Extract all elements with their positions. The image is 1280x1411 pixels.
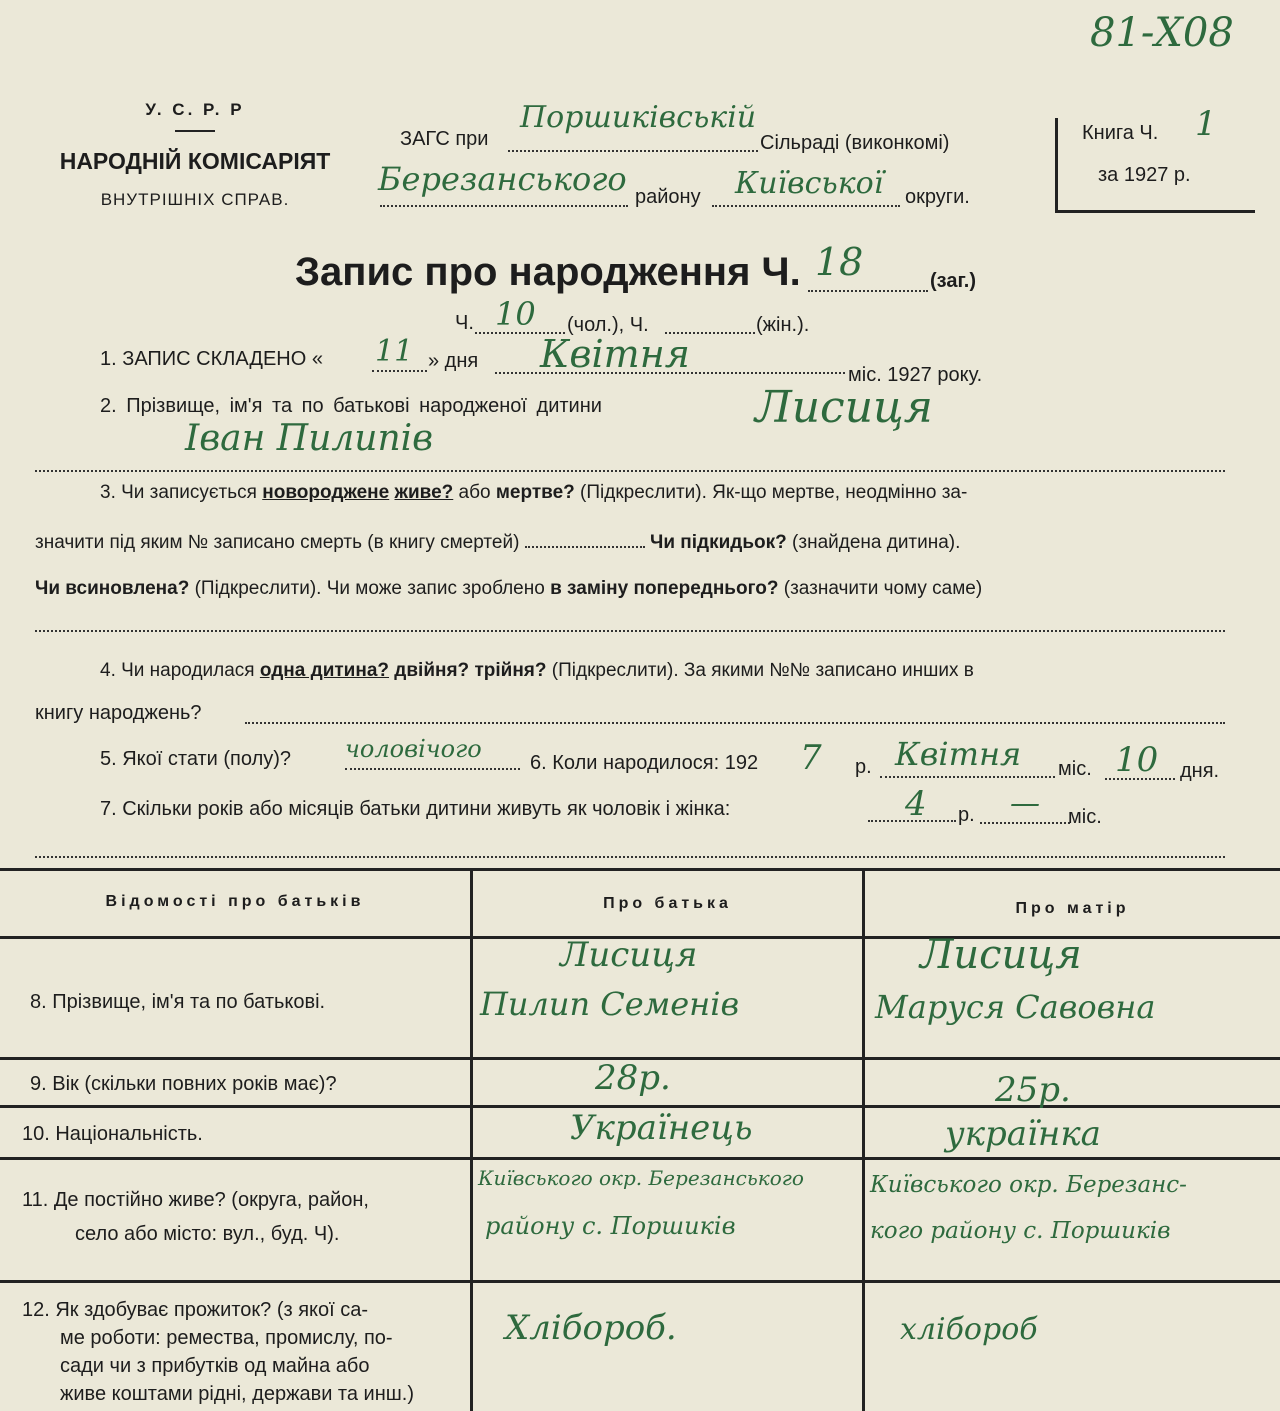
row12-label-3: сади чи з прибутків од майна або: [60, 1355, 370, 1377]
q6-dnia: дня.: [1180, 760, 1220, 782]
q3-p3: (Підкреслити). Як-що мертве, неодмінно за-: [580, 482, 968, 503]
q3-line1: [100, 482, 967, 504]
table-header-parents: Відомості про батьків: [105, 893, 365, 910]
q3-line2b: (знайдена дитина).: [792, 532, 961, 553]
table-top-border: [0, 868, 1280, 871]
registry-district: Березанського: [378, 160, 627, 198]
male-count: 10: [495, 295, 536, 333]
registry-okrug: Київської: [735, 166, 884, 201]
q3-line3a: (Підкреслити). Чи може запис зроблено: [194, 578, 545, 599]
q4-line1: [100, 660, 974, 682]
table-header-mother: Про матір: [1015, 900, 1130, 917]
q3-newborn: новороджене: [262, 482, 390, 503]
q1-mid: » дня: [428, 350, 479, 372]
ministry-line2: ВНУТРІШНІХ СПРАВ.: [100, 190, 290, 209]
record-number-line: [808, 290, 928, 292]
q3-replace: в заміну попереднього?: [550, 578, 779, 599]
q2-surname: Лисиця: [755, 382, 933, 433]
registry-district-label: району: [635, 186, 701, 208]
q7-months-line: [980, 822, 1070, 824]
book-box-border: [1055, 118, 1058, 213]
q3-p2: або: [458, 482, 491, 503]
row11-father-address-2: району с. Поршиків: [485, 1212, 736, 1240]
title-sub-prefix: Ч.: [455, 312, 474, 334]
registry-council: Сільраді (виконкомі): [760, 132, 950, 154]
table-row11-border: [0, 1280, 1280, 1283]
book-label: Книга Ч.: [1082, 122, 1159, 144]
q6-r: р.: [855, 756, 872, 778]
registry-prefix: ЗАГС при: [400, 128, 489, 150]
row9-label: 9. Вік (скільки повних років має)?: [30, 1073, 337, 1095]
q3-line2a: значити під яким № записано смерть (в книгу смертей): [35, 532, 520, 553]
record-title: Запис про народження Ч.: [295, 250, 801, 294]
book-number: 1: [1195, 104, 1217, 144]
q6-year: 7: [800, 738, 822, 778]
registry-okrug-line: [712, 205, 900, 207]
q3-line: [35, 630, 1225, 632]
q3-foundling: Чи підкидьок?: [649, 532, 787, 553]
row10-father-nationality: Українець: [570, 1108, 753, 1148]
q1-label: 1. ЗАПИС СКЛАДЕНО «: [100, 348, 323, 370]
row11-father-address-1: Київського окр. Березанського: [478, 1166, 804, 1190]
archive-number: 81-Х08: [1090, 10, 1234, 56]
q2-line: [35, 470, 1225, 472]
q4-line2: книгу народжень?: [35, 702, 202, 724]
table-col-divider-1: [470, 868, 473, 1411]
row12-label-1: 12. Як здобуває прожиток? (з якої са-: [22, 1299, 369, 1321]
q3-line2: [35, 532, 960, 554]
q4-p2: (Підкреслити). За якими №№ записано инших в: [551, 660, 974, 681]
q1-end: міс. 1927 року.: [848, 364, 983, 386]
table-header-father: Про батька: [603, 895, 732, 912]
row11-label-2: село або місто: вул., буд. Ч).: [75, 1223, 340, 1245]
q1-day-line: [372, 370, 427, 372]
row8-mother-name: Маруся Савовна: [875, 988, 1156, 1026]
q4-twins: двійня?: [394, 660, 470, 681]
q5-line: [345, 768, 520, 770]
record-number: 18: [815, 240, 864, 284]
q7-r: р.: [958, 804, 975, 826]
q3-p1: 3. Чи записується: [100, 482, 257, 503]
row8-father-surname: Лисиця: [560, 935, 698, 975]
q7-years: 4: [905, 784, 927, 824]
q4-triplets: трійня?: [474, 660, 547, 681]
q7-label: 7. Скільки років або місяців батьки дитини живуть як чоловік і жінка:: [100, 798, 731, 820]
q6-day: 10: [1115, 740, 1159, 780]
row12-mother-occupation: хлібороб: [900, 1312, 1038, 1347]
q4-line: [245, 722, 1225, 724]
row11-mother-address-2: кого району с. Поршиків: [870, 1218, 1171, 1244]
row11-mother-address-1: Київського окр. Березанс-: [870, 1172, 1187, 1198]
row10-mother-nationality: українка: [945, 1114, 1101, 1154]
q1-day: 11: [375, 334, 414, 369]
registry-okrug-label: округи.: [905, 186, 970, 208]
q7-months: —: [1010, 786, 1040, 821]
row9-mother-age: 25р.: [995, 1070, 1071, 1110]
country-label: У. С. Р. Р: [145, 100, 245, 119]
header-divider: [175, 130, 215, 132]
male-label: (чол.), Ч.: [567, 314, 649, 336]
table-row10-border: [0, 1157, 1280, 1160]
row12-father-occupation: Хлібороб.: [505, 1308, 677, 1348]
q7-line: [35, 856, 1225, 858]
q1-month: Квітня: [540, 332, 690, 376]
row12-label-2: ме роботи: ремества, промислу, по-: [60, 1327, 393, 1349]
ministry-line1: НАРОДНІЙ КОМІСАРІЯТ: [59, 148, 331, 174]
q3-alive: живе?: [394, 482, 454, 503]
row9-father-age: 28р.: [595, 1058, 671, 1098]
q4-p1: 4. Чи народилася: [100, 660, 255, 681]
q3-adopted: Чи всиновлена?: [35, 578, 190, 599]
record-suffix: (заг.): [930, 270, 977, 292]
q6-month-line: [880, 776, 1055, 778]
q5-label: 5. Якої стати (полу)?: [100, 748, 292, 770]
table-col-divider-2: [862, 868, 865, 1411]
registry-village: Поршиківській: [520, 100, 757, 135]
q2-name: Іван Пилипів: [185, 418, 434, 459]
q2-label: 2. Прізвище, ім'я та по батькові народженої дитини: [100, 395, 602, 417]
book-year: за 1927 р.: [1098, 164, 1191, 186]
q4-one: одна дитина?: [259, 660, 390, 681]
row10-label: 10. Національність.: [22, 1123, 203, 1145]
row12-label-4: живе коштами рідні, держави та инш.): [60, 1383, 415, 1405]
female-label: (жін.).: [756, 314, 810, 336]
row8-mother-surname: Лисиця: [920, 932, 1082, 978]
registry-village-line: [508, 150, 758, 152]
q5-sex: чоловічого: [345, 735, 482, 763]
q3-line3: [35, 578, 982, 600]
q3-dead: мертве?: [495, 482, 575, 503]
q6-month: Квітня: [895, 735, 1022, 773]
registry-district-line: [380, 205, 628, 207]
row8-father-name: Пилип Семенів: [480, 985, 740, 1023]
q7-mis: міс.: [1068, 806, 1102, 828]
row11-label-1: 11. Де постійно живе? (округа, район,: [22, 1189, 369, 1211]
row8-label: 8. Прізвище, ім'я та по батькові.: [30, 991, 326, 1013]
q6-mis: міс.: [1058, 758, 1092, 780]
book-box-bottom: [1055, 210, 1255, 213]
q3-death-line: [525, 546, 645, 548]
q3-line3b: (зазначити чому саме): [783, 578, 983, 599]
q6-label: 6. Коли народилося: 192: [530, 752, 759, 774]
